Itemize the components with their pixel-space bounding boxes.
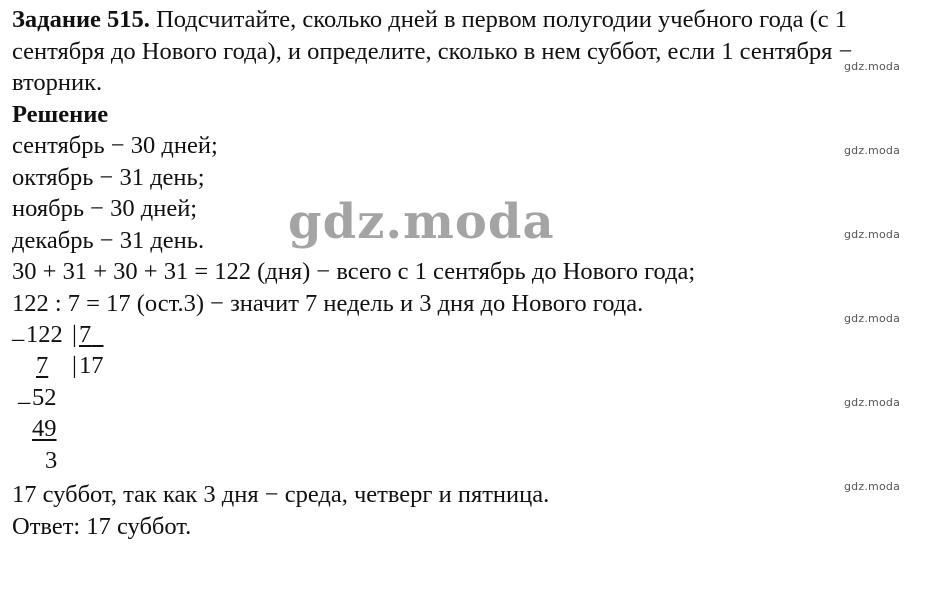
division-divisor <box>79 319 104 351</box>
division-quotient: 17 <box>79 352 104 379</box>
solution-line-september: сентябрь − 30 дней; <box>12 132 218 159</box>
division-minus-sign-2: _ <box>18 380 31 407</box>
division-remainder-1: 52 <box>32 384 57 411</box>
watermark-small-6: gdz.moda <box>844 480 901 493</box>
division-subtract-2: 49 <box>32 415 57 442</box>
solution-line-october: октябрь − 31 день; <box>12 163 205 191</box>
solution-line-december: декабрь − 31 день. <box>12 226 205 254</box>
division-dividend: 122 <box>26 321 63 348</box>
solution-line-division: 122 : 7 = 17 (ост.3) − значит 7 недель и 3 дня до Нового года. <box>12 289 644 317</box>
task-title: Задание 515. <box>12 6 150 33</box>
division-bar-2: | <box>72 352 77 379</box>
solution-line-november: ноябрь − 30 дней; <box>12 195 198 222</box>
division-subtract-1: 7 <box>36 352 49 379</box>
long-division <box>12 319 912 479</box>
watermark-small-4: gdz.moda <box>844 312 901 325</box>
answer: Ответ: 17 суббот. <box>12 512 192 540</box>
watermark-small-1: gdz.moda <box>844 60 901 73</box>
document <box>12 4 912 542</box>
division-remainder: 3 <box>45 447 58 474</box>
watermark-small-3: gdz.moda <box>844 228 901 241</box>
watermark-logo: gdz.moda <box>288 194 555 250</box>
watermark-small-5: gdz.moda <box>844 396 901 409</box>
task-text: Подсчитайте, сколько дней в первом полугодии учебного года (с 1 сентября до Нового года), и определите, сколько в нем суббот, если 1 сентября − вторник. <box>12 6 853 96</box>
solution-conclusion: 17 суббот, так как 3 дня − среда, четверг и пятница. <box>12 481 550 508</box>
division-minus-sign-1: _ <box>12 317 25 344</box>
solution-line-sum: 30 + 31 + 30 + 31 = 122 (дня) − всего с 1 сентябрь до Нового года; <box>12 258 696 285</box>
division-bar: | <box>72 321 77 348</box>
task-statement <box>12 4 892 99</box>
division-divisor-value: 7 <box>79 321 92 348</box>
solution-heading: Решение <box>12 100 109 128</box>
watermark-small-2: gdz.moda <box>844 144 901 157</box>
